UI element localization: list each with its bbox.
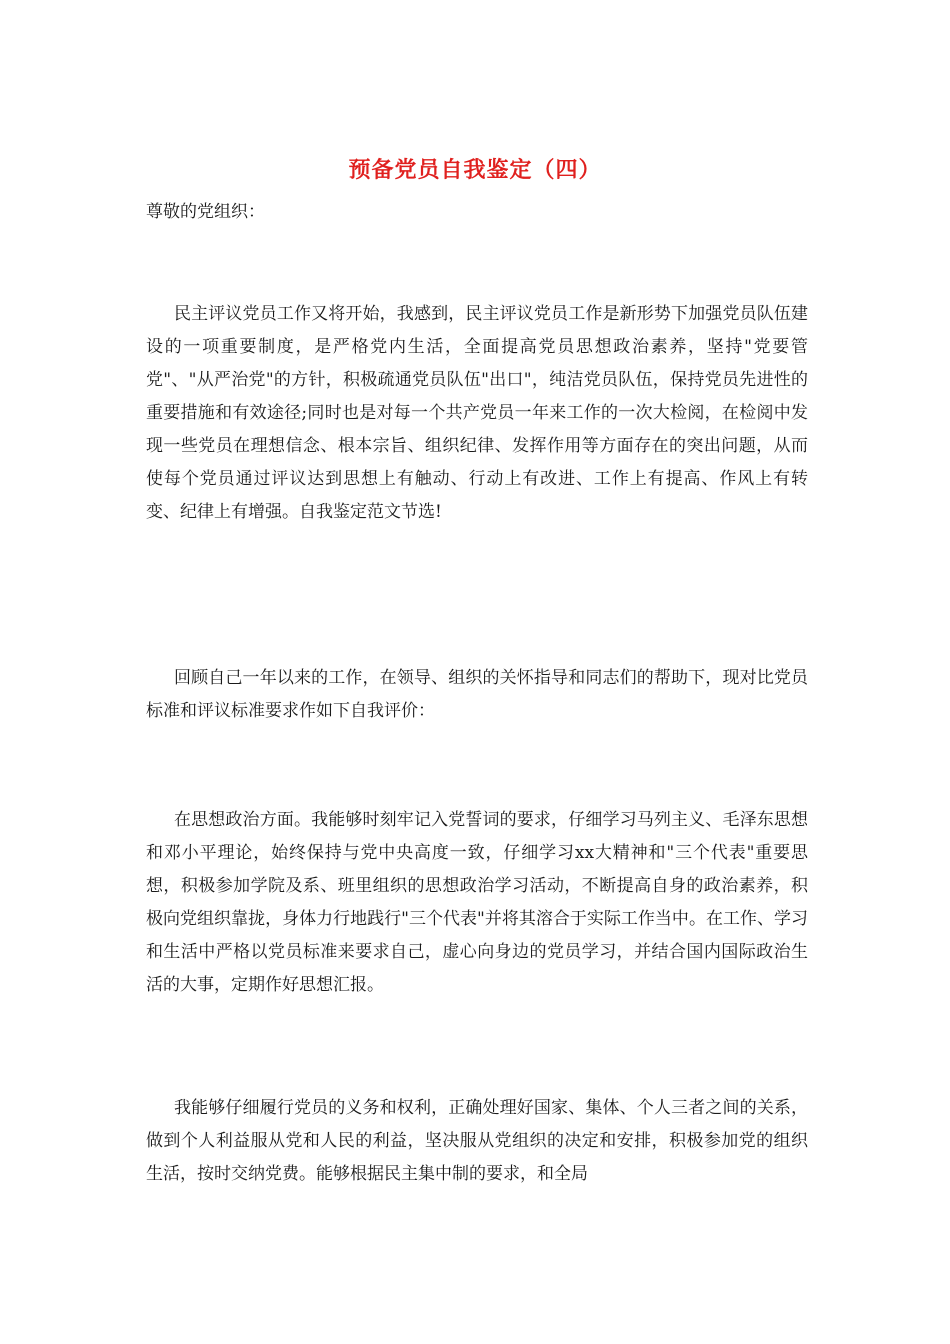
paragraph-4: 我能够仔细履行党员的义务和权利，正确处理好国家、集体、个人三者之间的关系，做到个人利益服从党和人民的利益，坚决服从党组织的决定和安排，积极参加党的组织生活，按时交纳党费。能够根据民主集中制的要求，和全局 [146,1098,808,1184]
paragraph-3: 在思想政治方面。我能够时刻牢记入党誓词的要求，仔细学习马列主义、毛泽东思想和邓小平理论，始终保持与党中央高度一致，仔细学习xx大精神和"三个代表"重要思想，积极参加学院及系、班里组织的思想政治学习活动，不断提高自身的政治素养，积极向党组织靠拢，身体力行地践行"三个代表"并将其溶合于实际工作当中。在工作、学习和生活中严格以党员标准来要求自己，虚心向身边的党员学习，并结合国内国际政治生活的大事，定期作好思想汇报。 [146,810,808,995]
salutation: 尊敬的党组织： [146,202,265,222]
paragraph-2: 回顾自己一年以来的工作，在领导、组织的关怀指导和同志们的帮助下，现对比党员标准和评议标准要求作如下自我评价： [146,668,808,721]
paragraph-1: 民主评议党员工作又将开始，我感到，民主评议党员工作是新形势下加强党员队伍建设的一项重要制度，是严格党内生活，全面提高党员思想政治素养，坚持"党要管党"、"从严治党"的方针，积极疏通党员队伍"出口"，纯洁党员队伍，保持党员先进性的重要措施和有效途径;同时也是对每一个共产党员一年来工作的一次大检阅，在检阅中发现一些党员在理想信念、根本宗旨、组织纪律、发挥作用等方面存在的突出问题，从而使每个党员通过评议达到思想上有触动、行动上有改进、工作上有提高、作风上有转变、纪律上有增强。自我鉴定范文节选! [146,304,808,522]
document-title: 预备党员自我鉴定（四） [348,157,602,183]
